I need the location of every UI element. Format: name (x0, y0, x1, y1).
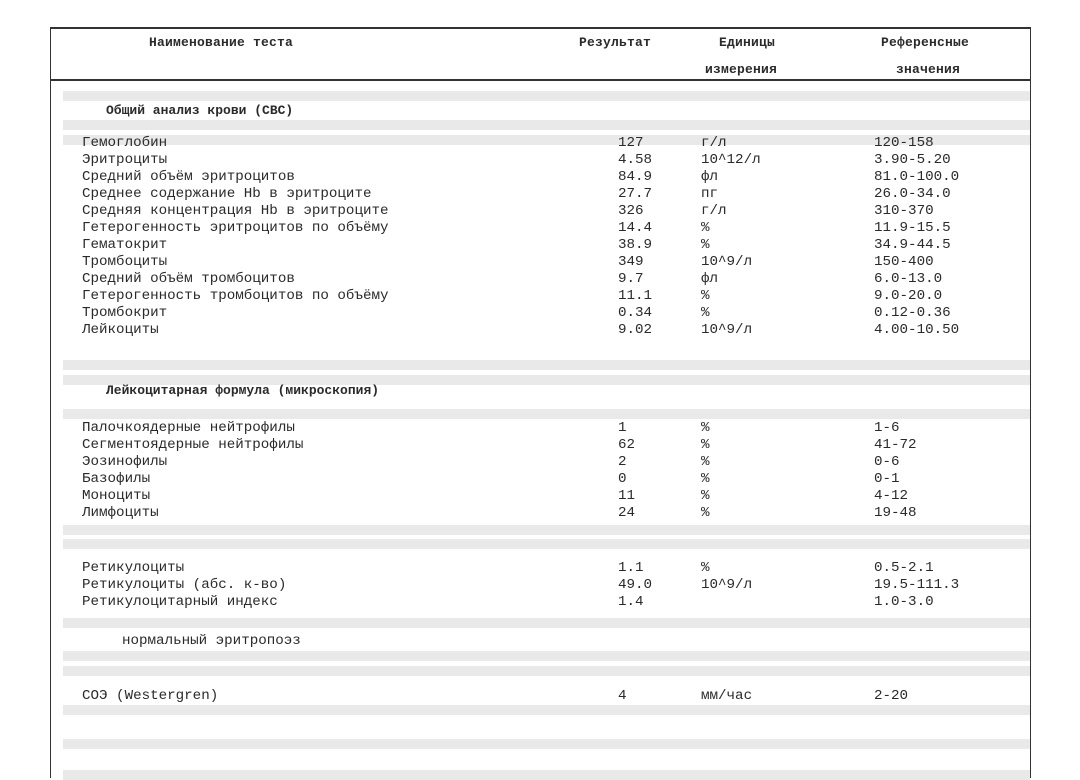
table-row (51, 421, 1030, 436)
header-result: Результат (579, 35, 652, 50)
test-name: СОЭ (Westergren) (82, 688, 219, 704)
lab-report (50, 27, 1031, 778)
test-unit: % (701, 437, 710, 453)
test-name: Базофилы (82, 471, 151, 487)
test-name: Тромбоциты (82, 254, 168, 270)
test-unit: мм/час (701, 688, 753, 704)
test-unit: пг (701, 186, 719, 202)
table-row (51, 306, 1030, 321)
table-row (51, 204, 1030, 219)
stripe (63, 360, 1030, 370)
test-reference: 1.0-3.0 (874, 594, 934, 610)
test-reference: 2-20 (874, 688, 909, 704)
table-row (51, 578, 1030, 593)
table-row (51, 323, 1030, 338)
test-reference: 11.9-15.5 (874, 220, 951, 236)
test-unit: 10^9/л (701, 577, 753, 593)
table-row (51, 561, 1030, 576)
test-unit: % (701, 471, 710, 487)
table-row (51, 272, 1030, 287)
table-row (51, 438, 1030, 453)
table-row (51, 489, 1030, 504)
stripe (63, 770, 1030, 780)
test-result: 24 (618, 505, 636, 521)
test-name: Гетерогенность эритроцитов по объёму (82, 220, 389, 236)
test-unit: % (701, 505, 710, 521)
table-row (51, 455, 1030, 470)
test-name: Гетерогенность тромбоцитов по объёму (82, 288, 389, 304)
test-unit: фл (701, 169, 719, 185)
table-row (51, 506, 1030, 521)
top-border (51, 27, 1030, 29)
test-reference: 1-6 (874, 420, 900, 436)
test-name: Моноциты (82, 488, 151, 504)
test-result: 4.58 (618, 152, 653, 168)
test-name: Гемоглобин (82, 135, 168, 151)
table-row (51, 289, 1030, 304)
test-result: 349 (618, 254, 644, 270)
test-name: Среднее содержание Hb в эритроците (82, 186, 372, 202)
test-result: 27.7 (618, 186, 653, 202)
stripe (63, 618, 1030, 628)
test-result: 14.4 (618, 220, 653, 236)
test-reference: 19-48 (874, 505, 917, 521)
test-reference: 310-370 (874, 203, 934, 219)
table-row (51, 136, 1030, 151)
header-separator (51, 79, 1030, 81)
test-name: Средний объём тромбоцитов (82, 271, 295, 287)
test-result: 1 (618, 420, 627, 436)
stripe (63, 651, 1030, 661)
test-reference: 19.5-111.3 (874, 577, 960, 593)
test-unit: % (701, 560, 710, 576)
test-reference: 120-158 (874, 135, 934, 151)
test-unit: 10^9/л (701, 254, 753, 270)
test-result: 9.7 (618, 271, 644, 287)
test-unit: % (701, 305, 710, 321)
header-units-line1: Единицы (719, 35, 776, 50)
table-row (51, 595, 1030, 610)
test-unit: % (701, 488, 710, 504)
table-row (51, 153, 1030, 168)
test-result: 49.0 (618, 577, 653, 593)
test-reference: 26.0-34.0 (874, 186, 951, 202)
test-unit: % (701, 237, 710, 253)
test-reference: 0.12-0.36 (874, 305, 951, 321)
test-unit: фл (701, 271, 719, 287)
test-name: Средняя концентрация Hb в эритроците (82, 203, 389, 219)
test-name: Эозинофилы (82, 454, 168, 470)
test-name: Гематокрит (82, 237, 168, 253)
test-unit: 10^9/л (701, 322, 753, 338)
test-reference: 34.9-44.5 (874, 237, 951, 253)
section-title-differential: Лейкоцитарная формула (микроскопия) (106, 383, 380, 398)
table-row (51, 255, 1030, 270)
test-result: 1.4 (618, 594, 644, 610)
header-reference-line2: значения (896, 62, 961, 77)
test-reference: 6.0-13.0 (874, 271, 943, 287)
test-name: Ретикулоциты (абс. к-во) (82, 577, 287, 593)
test-result: 0.34 (618, 305, 653, 321)
test-result: 127 (618, 135, 644, 151)
test-name: Ретикулоцитарный индекс (82, 594, 278, 610)
test-name: Палочкоядерные нейтрофилы (82, 420, 295, 436)
test-name: Эритроциты (82, 152, 168, 168)
table-row (51, 187, 1030, 202)
test-result: 1.1 (618, 560, 644, 576)
test-result: 11.1 (618, 288, 653, 304)
test-reference: 41-72 (874, 437, 917, 453)
test-result: 9.02 (618, 322, 653, 338)
table-row (51, 472, 1030, 487)
test-reference: 9.0-20.0 (874, 288, 943, 304)
stripe (63, 666, 1030, 676)
stripe (63, 120, 1030, 130)
stripe (63, 539, 1030, 549)
table-row-esr (51, 689, 1030, 704)
test-reference: 4.00-10.50 (874, 322, 960, 338)
test-reference: 0.5-2.1 (874, 560, 934, 576)
table-row (51, 221, 1030, 236)
test-result: 38.9 (618, 237, 653, 253)
test-name: Тромбокрит (82, 305, 168, 321)
stripe (63, 739, 1030, 749)
section-title-cbc: Общий анализ крови (CBC) (106, 103, 294, 118)
header-units-line2: измерения (705, 62, 778, 77)
test-result: 0 (618, 471, 627, 487)
test-reference: 3.90-5.20 (874, 152, 951, 168)
test-unit: % (701, 420, 710, 436)
test-reference: 150-400 (874, 254, 934, 270)
test-name: Ретикулоциты (82, 560, 185, 576)
test-result: 2 (618, 454, 627, 470)
test-name: Средний объём эритроцитов (82, 169, 295, 185)
stripe (63, 525, 1030, 535)
test-name: Лейкоциты (82, 322, 159, 338)
test-reference: 0-1 (874, 471, 900, 487)
stripe (63, 705, 1030, 715)
test-name: Сегментоядерные нейтрофилы (82, 437, 304, 453)
test-result: 11 (618, 488, 636, 504)
test-result: 4 (618, 688, 627, 704)
test-reference: 81.0-100.0 (874, 169, 960, 185)
stripe (63, 409, 1030, 419)
test-unit: % (701, 220, 710, 236)
test-result: 84.9 (618, 169, 653, 185)
stripe (63, 91, 1030, 101)
test-unit: 10^12/л (701, 152, 761, 168)
test-name: Лимфоциты (82, 505, 159, 521)
test-reference: 0-6 (874, 454, 900, 470)
test-unit: г/л (701, 203, 727, 219)
table-row (51, 170, 1030, 185)
test-result: 62 (618, 437, 636, 453)
test-unit: % (701, 454, 710, 470)
header-test-name: Наименование теста (149, 35, 294, 50)
table-row (51, 238, 1030, 253)
header-reference-line1: Референсные (881, 35, 970, 50)
test-unit: г/л (701, 135, 727, 151)
test-reference: 4-12 (874, 488, 909, 504)
test-result: 326 (618, 203, 644, 219)
reticulocyte-conclusion: нормальный эритропоэз (122, 633, 301, 649)
test-unit: % (701, 288, 710, 304)
